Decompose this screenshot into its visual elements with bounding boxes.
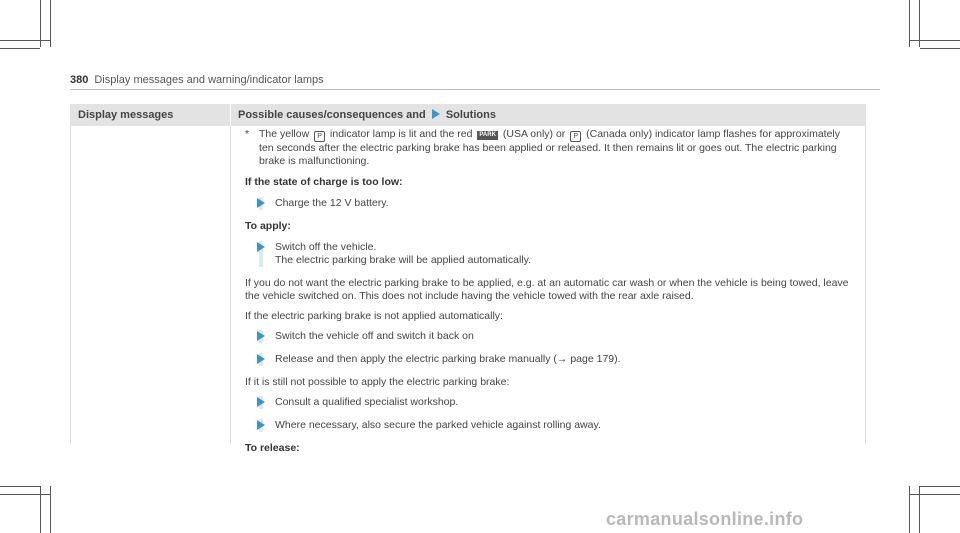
paragraph-still-not-possible: If it is still not possible to apply the electric parking brake: [245,376,510,388]
crop-mark [50,486,51,533]
heading-to-apply: To apply: [245,220,291,232]
table-header [70,104,866,126]
crop-mark [0,494,50,495]
step-switch-off: Switch off the vehicle. The electric parking brake will be applied automatically. [245,241,855,267]
crop-mark [910,494,960,495]
step-release-manual: Release and then apply the electric parking brake manually (→ page 179). [245,353,855,366]
step-consult-workshop: Consult a qualified specialist workshop. [245,396,855,409]
table-border-left [70,126,71,444]
paragraph-not-applied: If the electric parking brake is not applied automatically: [245,310,503,322]
column-divider [230,104,231,126]
step-arrow-icon [257,198,265,208]
step-arrow-icon [257,242,265,252]
parking-brake-icon: P [314,131,325,142]
crop-mark [0,486,40,487]
asterisk: * [245,128,250,140]
watermark: carmanualsonline.info [606,509,804,529]
page-number: 380 [70,74,89,86]
step-arrow-icon [257,331,265,341]
table-border-right [865,126,866,444]
crop-mark [0,48,40,49]
malfunction-note: * The yellow P indicator lamp is lit and the red PARK (USA only) or P (Canada only) indicator lamp flashes for approximately ten seconds after the electric parking brake has been applied or released. It then remains lit or goes out. The electric parking brake is malfunctioning. [245,128,841,167]
crop-mark [920,486,960,487]
parking-brake-icon: P [570,131,581,142]
crop-mark [50,0,51,47]
header-title: Display messages and warning/indicator lamps [94,74,324,86]
step-switch-off-on: Switch the vehicle off and switch it back on [245,330,855,343]
table-column-divider [230,126,231,444]
running-header [70,74,324,86]
header-rule [70,89,880,90]
paragraph-car-wash: If you do not want the electric parking brake to be applied, e.g. at an automatic car wash or when the vehicle is being towed, leave the vehicle switched on. This does not include having the vehicle towed with the rear axle raised. [245,277,849,302]
arrow-right-icon [432,109,440,119]
step-arrow-icon [257,397,265,407]
step-secure-vehicle: Where necessary, also secure the parked vehicle against rolling away. [245,419,855,432]
column-heading-solutions: Possible causes/consequences and Solutions [238,109,496,121]
step-charge-battery: Charge the 12 V battery. [245,197,855,210]
crop-mark [910,40,960,41]
step-arrow-icon [257,354,265,364]
crop-mark [0,40,50,41]
crop-mark [920,48,960,49]
heading-to-release: To release: [245,442,300,454]
heading-charge-low: If the state of charge is too low: [245,176,403,188]
solutions-cell [245,128,855,463]
column-heading-display-messages: Display messages [78,109,174,121]
step-arrow-icon [257,420,265,430]
park-icon: PARK [479,132,496,138]
